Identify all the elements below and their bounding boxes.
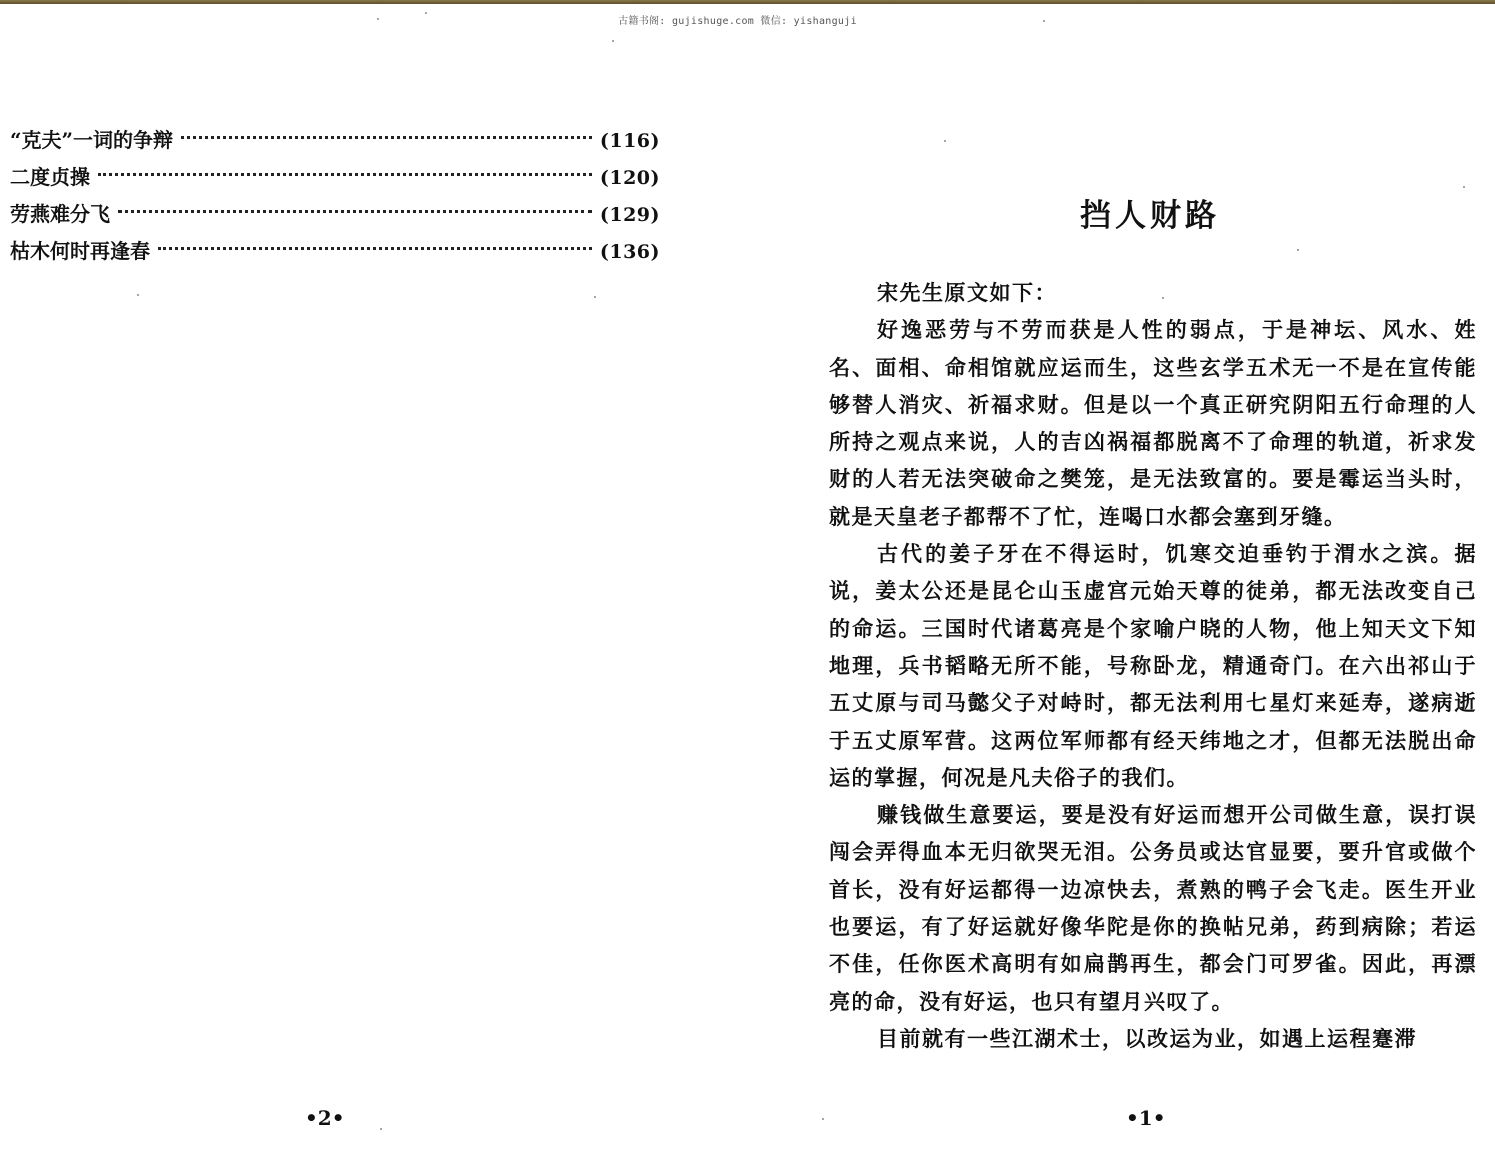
toc-entry-page: (120): [599, 167, 660, 189]
toc-entry: [10, 233, 660, 270]
toc-entry-page: (136): [599, 241, 660, 263]
article-body: [829, 274, 1477, 1057]
scan-speck: [612, 40, 614, 42]
article-paragraph: 古代的姜子牙在不得运时，饥寒交迫垂钓于渭水之滨。据说，姜太公还是昆仑山玉虚宫元始天尊的徒弟，都无法改变自己的命运。三国时代诸葛亮是个家喻户晓的人物，他上知天文下知地理，兵书韬略无所不能，号称卧龙，精通奇门。在六出祁山于五丈原与司马懿父子对峙时，都无法利用七星灯来延寿，遂病逝于五丈原军营。这两位军师都有经天纬地之才，但都无法脱出命运的掌握，何况是凡夫俗子的我们。: [829, 541, 1477, 790]
top-border: [0, 0, 1495, 4]
toc-entry: [10, 159, 660, 196]
toc-entry-page: (116): [599, 130, 660, 152]
toc-entry-title: “克夫”一词的争辩: [10, 128, 174, 152]
table-of-contents: [10, 122, 660, 270]
article-paragraph: 宋先生原文如下：: [877, 280, 1057, 305]
scan-speck: [822, 1118, 824, 1120]
article-title: 挡人财路: [1080, 198, 1220, 234]
scan-speck: [1162, 297, 1164, 299]
article-paragraph: 目前就有一些江湖术士，以改运为业，如遇上运程蹇滞: [877, 1025, 1417, 1051]
toc-entry-title: 枯木何时再逢春: [10, 239, 150, 263]
article-paragraph: 好逸恶劳与不劳而获是人性的弱点，于是神坛、风水、姓名、面相、命相馆就应运而生，这些玄学五术无一不是在宣传能够替人消灾、祈福求财。但是以一个真正研究阴阳五行命理的人所持之观点来说，人的吉凶祸福都脱离不了命理的轨道，祈求发财的人若无法突破命之樊笼，是无法致富的。要是霉运当头时，就是天皇老子都帮不了忙，连喝口水都会塞到牙缝。: [829, 317, 1477, 529]
left-page-number: •2•: [305, 1106, 345, 1130]
toc-entry-title: 二度贞操: [10, 165, 90, 189]
watermark-text: 古籍书阁: gujishuge.com 微信: yishanguji: [618, 16, 857, 27]
scan-speck: [1043, 20, 1045, 22]
scan-speck: [377, 18, 379, 20]
toc-dot-leader: [181, 136, 592, 139]
scan-speck: [594, 296, 596, 298]
right-page-number: •1•: [1126, 1106, 1166, 1130]
scan-speck: [1297, 249, 1299, 251]
scan-speck: [137, 294, 139, 296]
toc-entry: [10, 196, 660, 233]
scan-speck: [380, 1128, 382, 1130]
toc-dot-leader: [98, 173, 592, 176]
article-paragraph: 赚钱做生意要运，要是没有好运而想开公司做生意，误打误闯会弄得血本无归欲哭无泪。公务员或达官显要，要升官或做个首长，没有好运都得一边凉快去，煮熟的鸭子会飞走。医生开业也要运，有了好运就好像华陀是你的换帖兄弟，药到病除；若运不佳，任你医术高明有如扁鹊再生，都会门可罗雀。因此，再漂亮的命，没有好运，也只有望月兴叹了。: [829, 802, 1477, 1014]
toc-entry-page: (129): [599, 204, 660, 226]
scan-speck: [944, 140, 946, 142]
scan-speck: [425, 12, 427, 14]
toc-dot-leader: [118, 210, 592, 213]
toc-entry-title: 劳燕难分飞: [10, 202, 110, 226]
toc-dot-leader: [158, 247, 592, 250]
scan-speck: [1463, 186, 1465, 188]
toc-entry: [10, 122, 660, 159]
